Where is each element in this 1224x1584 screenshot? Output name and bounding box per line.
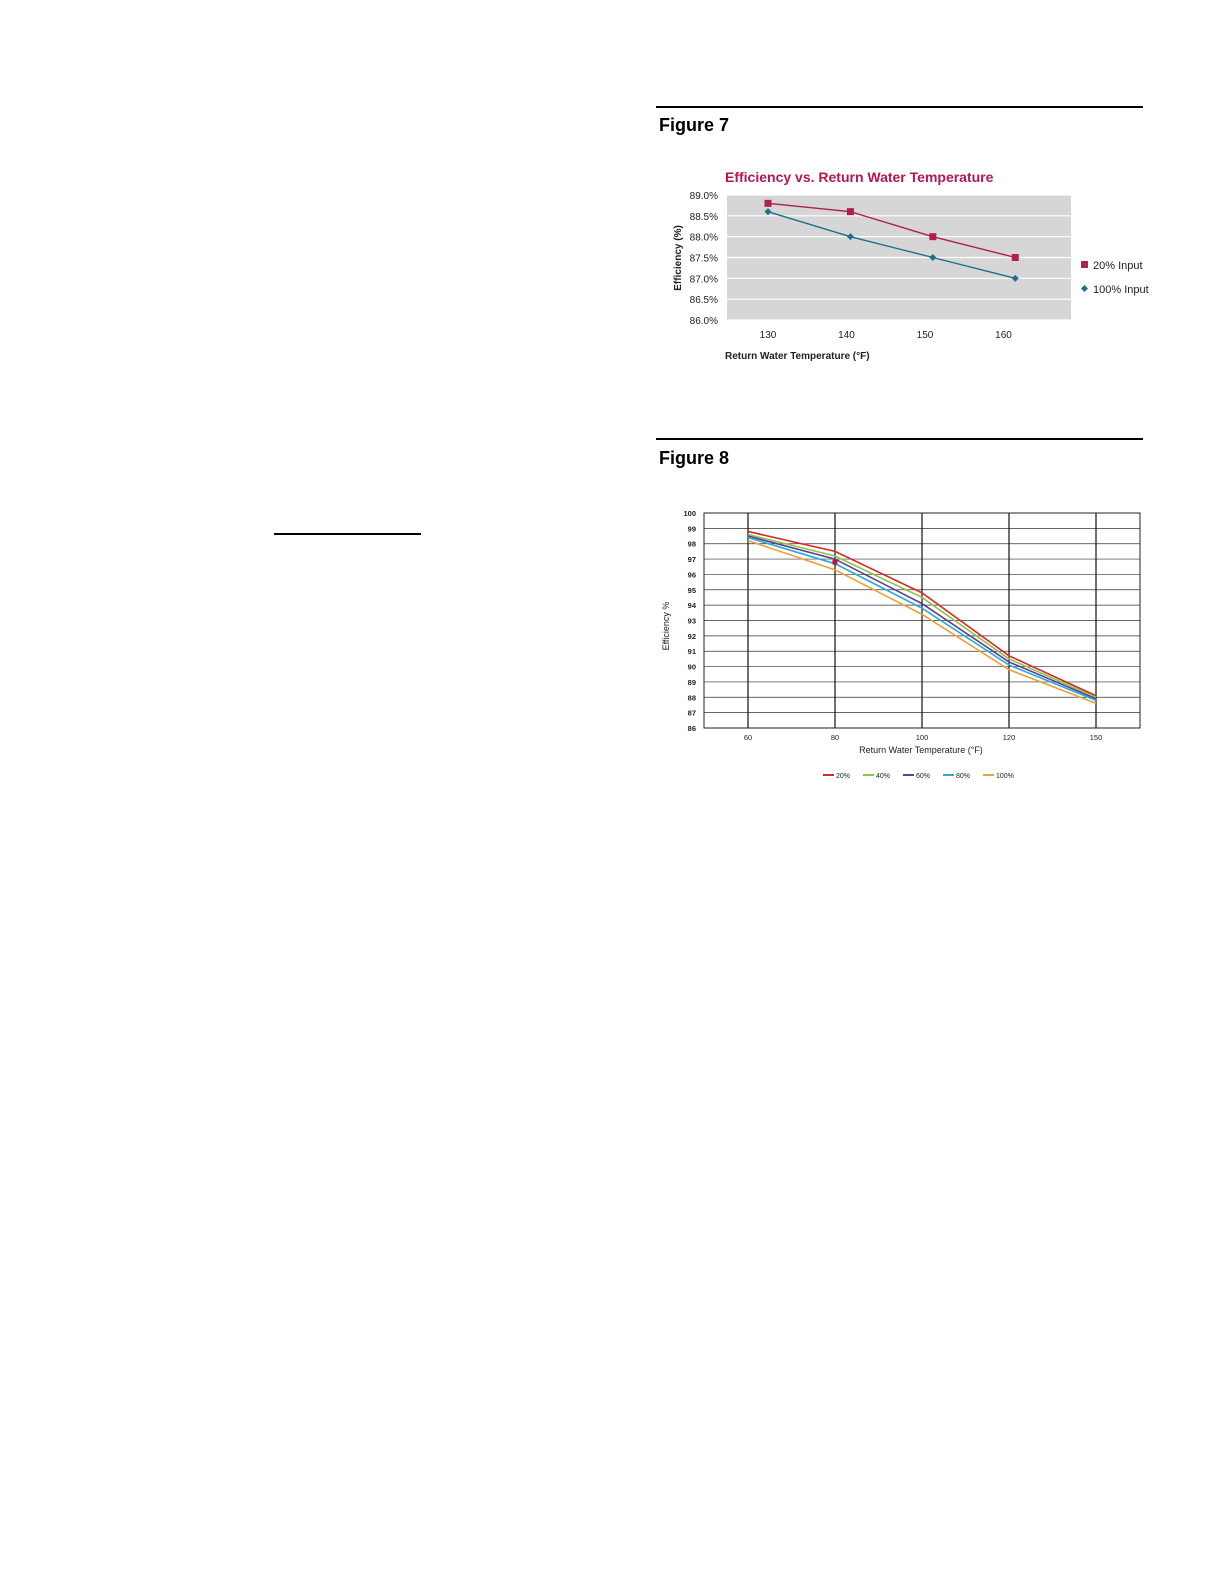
chart8-x-tick-label: 150 xyxy=(1089,733,1103,742)
chart8-y-tick-label: 100 xyxy=(683,509,696,518)
chart8-y-tick-label: 91 xyxy=(687,647,696,657)
chart8-y-tick-label: 93 xyxy=(687,616,696,626)
chart7-legend-label-100: 100% Input xyxy=(1093,284,1149,296)
chart8-x-tick-label: 100 xyxy=(915,733,929,742)
chart7-x-tick-label: 160 xyxy=(995,330,1012,341)
chart7-x-tick-label: 140 xyxy=(838,330,855,341)
chart8-legend-label: 40% xyxy=(876,773,891,780)
figure-7-rule xyxy=(656,106,1143,108)
figure-8-chart xyxy=(650,500,1150,790)
chart8-legend xyxy=(823,773,1014,780)
chart7-y-tick-label: 89.0% xyxy=(689,191,718,202)
chart7-legend xyxy=(1081,260,1149,296)
chart8-legend-label: 100% xyxy=(996,773,1014,780)
chart8-x-tick-label: 60 xyxy=(743,733,753,742)
figure-7-chart xyxy=(656,160,1166,375)
chart8-legend-label: 60% xyxy=(916,773,931,780)
figure-8-rule xyxy=(656,438,1143,440)
chart8-y-tick-label: 95 xyxy=(687,585,696,595)
chart8-legend-label: 80% xyxy=(956,773,971,780)
figure-7-label: Figure 7 xyxy=(659,115,730,135)
chart7-legend-label-20: 20% Input xyxy=(1093,260,1143,272)
chart8-y-tick-label: 86 xyxy=(687,724,696,733)
chart7-x-axis-label: Return Water Temperature (°F) xyxy=(725,351,870,362)
chart8-y-tick-label: 90 xyxy=(687,662,696,672)
chart8-x-tick-label: 80 xyxy=(830,733,840,742)
chart8-y-tick-label: 94 xyxy=(687,601,696,611)
chart7-legend-marker-20 xyxy=(1081,261,1088,268)
chart8-y-tick-label: 97 xyxy=(687,555,696,565)
chart7-x-tick-label: 130 xyxy=(759,330,777,341)
chart8-y-tick-label: 96 xyxy=(687,570,696,580)
chart8-x-axis-label: Return Water Temperature (°F) xyxy=(859,745,983,755)
chart8-y-tick-label: 87 xyxy=(687,708,696,718)
chart7-point-20 xyxy=(929,233,936,240)
chart7-point-20 xyxy=(847,208,854,215)
chart7-y-tick-label: 88.0% xyxy=(689,232,718,244)
chart7-y-tick-label: 87.5% xyxy=(689,253,718,265)
chart8-x-tick-label: 120 xyxy=(1002,733,1016,742)
chart8-y-axis-label: Efficiency % xyxy=(661,601,671,651)
chart8-marker-point xyxy=(833,560,838,565)
chart7-legend-marker-100 xyxy=(1081,285,1088,292)
chart8-legend-label: 20% xyxy=(836,773,851,780)
chart8-y-tick-label: 89 xyxy=(687,677,696,687)
chart7-y-tick-label: 87.0% xyxy=(689,274,718,286)
chart8-y-tick-label: 98 xyxy=(687,539,696,549)
chart7-point-20 xyxy=(765,200,772,207)
chart7-y-tick-label: 88.5% xyxy=(689,211,718,223)
chart8-y-tick-label: 99 xyxy=(687,524,696,534)
chart7-title: Efficiency vs. Return Water Temperature xyxy=(725,169,994,185)
chart8-y-tick-label: 92 xyxy=(687,631,696,641)
chart7-y-tick-label: 86.5% xyxy=(689,295,718,307)
chart7-y-tick-label: 86.0% xyxy=(689,316,718,327)
chart7-point-20 xyxy=(1012,254,1019,261)
left-column-rule xyxy=(274,533,421,535)
chart8-y-tick-label: 88 xyxy=(687,693,696,703)
figure-8-label: Figure 8 xyxy=(659,448,730,468)
chart7-x-tick-label: 150 xyxy=(916,330,934,341)
chart7-y-axis-label: Efficiency (%) xyxy=(673,225,684,291)
